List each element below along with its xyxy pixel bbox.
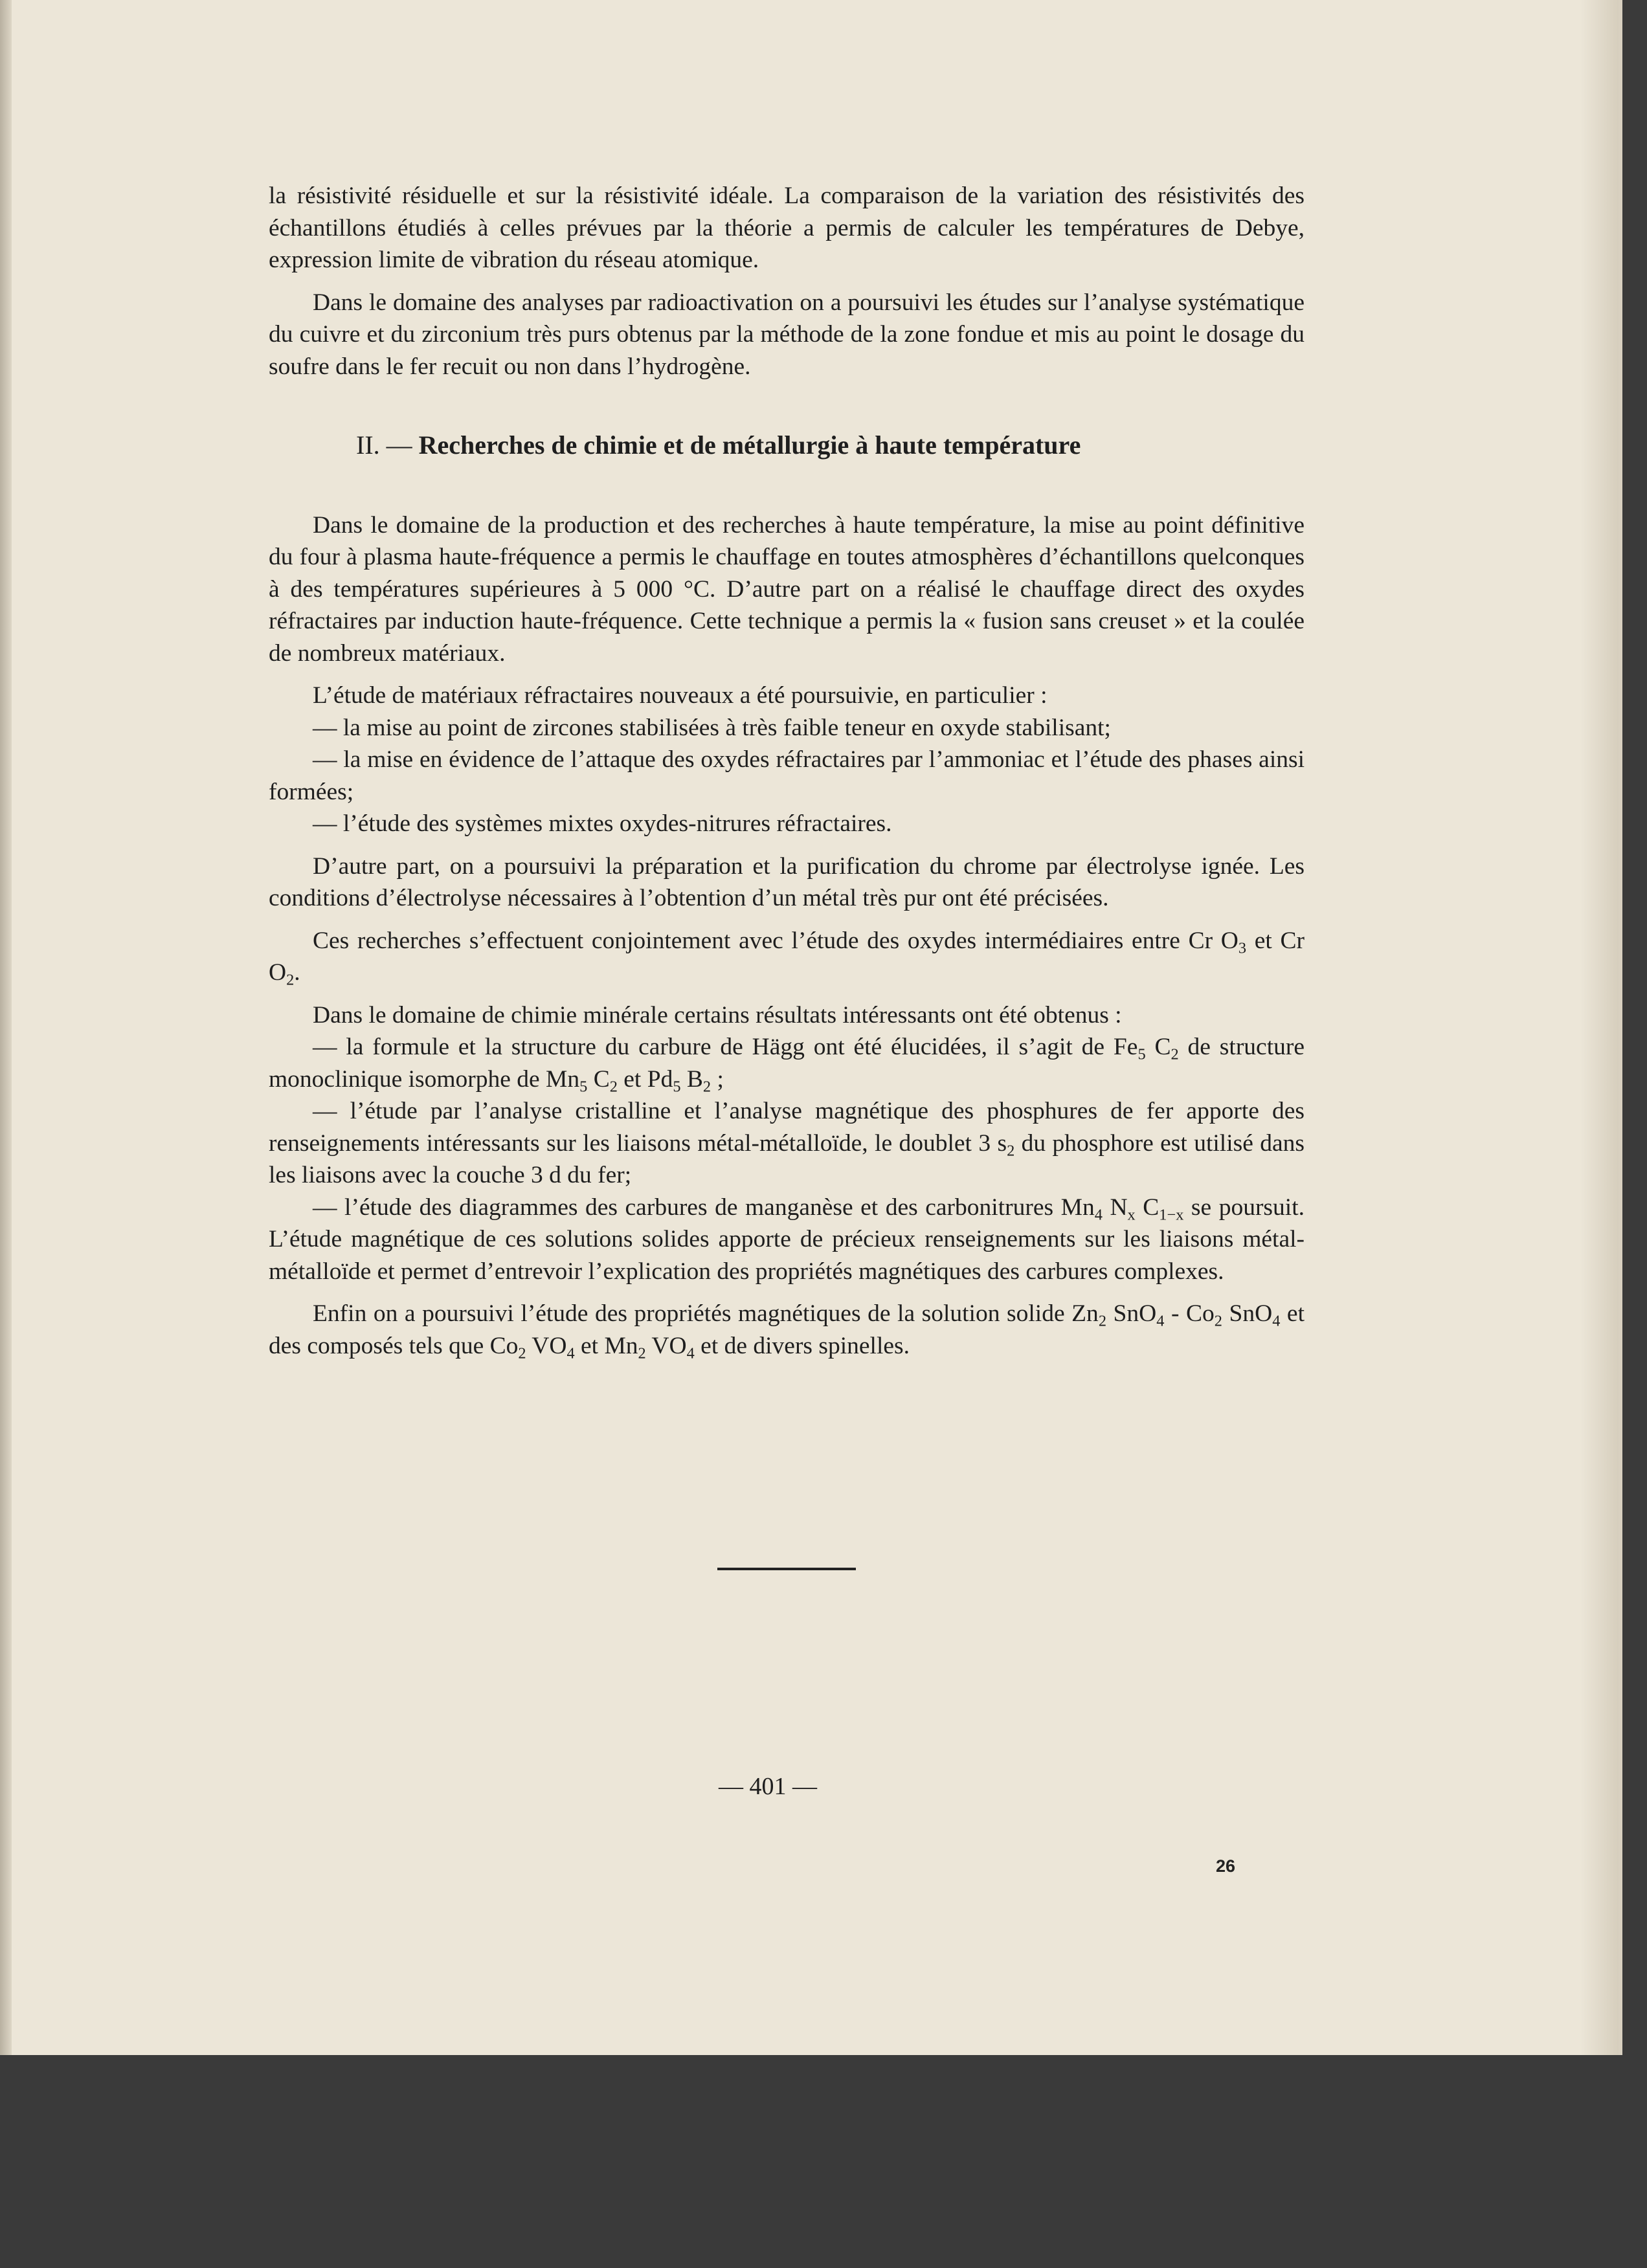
page-edge-shadow [1580, 0, 1619, 2055]
text-run: C [1145, 1034, 1171, 1060]
subscript: 2 [1214, 1312, 1222, 1330]
subscript: 4 [1094, 1205, 1103, 1223]
text-run: du phosphore est utilisé dans les liaisons avec la couche 3 d du fer; [269, 1129, 1305, 1188]
text-run: C [587, 1065, 610, 1093]
subscript: 4 [686, 1344, 695, 1362]
subscript: 5 [673, 1077, 681, 1095]
list-item: — l’étude des systèmes mixtes oxydes-nitrures réfractaires. [313, 810, 892, 837]
subscript: 2 [609, 1077, 618, 1095]
subscript: 2 [638, 1344, 646, 1362]
text-run: VO [645, 1332, 687, 1359]
text-run: . [294, 959, 300, 986]
paragraph-continued: la résistivité résiduelle et sur la résistivité idéale. La comparaison de la variation des résistivités des échantillons étudiés à celles prévues par la théorie a permis de calculer les températures de Debye, expression limite de vibration du réseau atomique. [269, 183, 1305, 273]
subscript: 2 [518, 1344, 526, 1362]
text-run: N [1102, 1194, 1128, 1221]
text-run: - Co [1164, 1300, 1215, 1327]
text-run: se poursuit. L’étude magnétique de ces solutions solides apporte de précieux renseignements sur les liaisons métal-métalloïde et permet d’entrevoir l’explication des propriétés magnétiques des carbures complexes. [269, 1194, 1305, 1285]
subscript: 1−x [1159, 1205, 1184, 1223]
subscript: 4 [566, 1344, 575, 1362]
paragraph-chimie-minerale: Dans le domaine de chimie minérale certains résultats intéressants ont été obtenus : [313, 1001, 1122, 1028]
section-number: II. — [356, 430, 412, 460]
text-run: SnO [1106, 1300, 1157, 1327]
text-run: Enfin on a poursuivi l’étude des propriétés magnétiques de la solution solide Zn [313, 1300, 1099, 1327]
text-run: ; [711, 1065, 724, 1093]
list-item-carbonitrures [269, 1192, 1305, 1288]
subscript: 4 [1156, 1312, 1165, 1330]
text-run: — l’étude par l’analyse cristalline et l’analyse magnétique des phosphures de fer apporte des renseignements intéressants sur les liaisons métal-métalloïde, le doublet 3 s [269, 1098, 1305, 1157]
section-heading [269, 429, 1305, 461]
text-run: de structure monoclinique isomorphe de Mn [269, 1034, 1305, 1093]
subscript: 5 [1137, 1045, 1146, 1063]
paragraph-refractaires: L’étude de matériaux réfractaires nouveaux a été poursuivie, en particulier : [313, 682, 1048, 709]
text-run: et Mn [574, 1332, 638, 1359]
signature-mark: 26 [1216, 1856, 1236, 1876]
paragraph-chrome: D’autre part, on a poursuivi la préparation et la purification du chrome par électrolyse ignée. Les conditions d’électrolyse nécessaires à l’obtention d’un métal très pur ont été précisées. [269, 852, 1305, 911]
page-binding-shadow [0, 0, 12, 2055]
subscript: 2 [702, 1077, 711, 1095]
paragraph-plasma: Dans le domaine de la production et des recherches à haute température, la mise au point définitive du four à plasma haute-fréquence a permis le chauffage en toutes atmosphères d’échantillons quelconques à des températures supérieures à 5 000 °C. D’autre part on a réalisé le chauffage direct des oxydes réfractaires par induction haute-fréquence. Cette technique a permis la « fusion sans creuset » et la coulée de nombreux matériaux. [269, 511, 1305, 667]
section-end-rule [717, 1568, 856, 1570]
list-item: — la mise en évidence de l’attaque des oxydes réfractaires par l’ammoniac et l’étude des phases ainsi formées; [269, 746, 1305, 805]
body-text [269, 180, 1305, 1362]
text-run: et Cr O [269, 927, 1305, 986]
text-run: C [1135, 1194, 1160, 1221]
paragraph-oxydes [269, 925, 1305, 989]
text-run: et Pd [617, 1065, 673, 1093]
paragraph-radioactivation: Dans le domaine des analyses par radioactivation on a poursuivi les études sur l’analyse systématique du cuivre et du zirconium très purs obtenus par la méthode de la zone fondue et mis au point le dosage du soufre dans le fer recuit ou non dans l’hydrogène. [269, 289, 1305, 380]
text-run: VO [526, 1332, 567, 1359]
subscript: 5 [579, 1077, 588, 1095]
text-run: et des composés tels que Co [269, 1300, 1305, 1359]
list-item-hagg [269, 1031, 1305, 1095]
text-run: et de divers spinelles. [694, 1332, 910, 1359]
list-item-phosphures [269, 1095, 1305, 1192]
subscript: x [1127, 1205, 1136, 1223]
subscript: 2 [286, 971, 295, 989]
subscript: 2 [1007, 1141, 1015, 1159]
subscript: 2 [1171, 1045, 1179, 1063]
text-run: B [680, 1065, 703, 1093]
paragraph-spinelles [269, 1298, 1305, 1362]
page-number: — 401 — [719, 1773, 817, 1800]
text-run: — la formule et la structure du carbure de Hägg ont été élucidées, il s’agit de Fe [313, 1034, 1138, 1060]
list-item: — la mise au point de zircones stabilisées à très faible teneur en oxyde stabilisant; [313, 714, 1111, 741]
text-run: SnO [1222, 1300, 1273, 1327]
subscript: 4 [1272, 1312, 1281, 1330]
subscript: 3 [1238, 939, 1247, 957]
section-title: Recherches de chimie et de métallurgie à haute température [418, 430, 1081, 460]
subscript: 2 [1098, 1312, 1106, 1330]
text-run: — l’étude des diagrammes des carbures de manganèse et des carbonitrures Mn [313, 1194, 1095, 1221]
text-run: Ces recherches s’effectuent conjointement avec l’étude des oxydes intermédiaires entre Cr O [313, 927, 1238, 954]
